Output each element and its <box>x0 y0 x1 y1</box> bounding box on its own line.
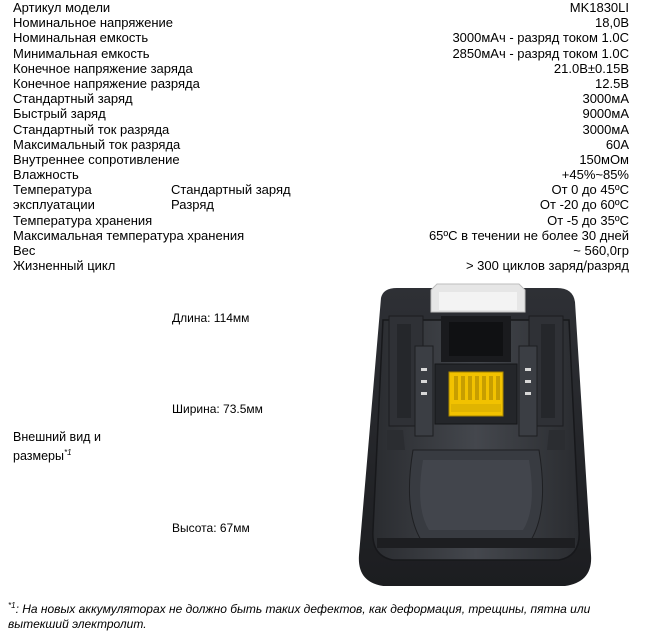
spec-row <box>13 228 629 243</box>
spec-label: Влажность <box>13 167 79 183</box>
spec-sublabel: Стандартный заряд <box>171 182 291 198</box>
spec-value: 150мОм <box>579 151 629 167</box>
spec-value: От -5 до 35ºС <box>547 212 629 228</box>
spec-row <box>13 137 629 152</box>
spec-label: Номинальное напряжение <box>13 15 174 31</box>
spec-row <box>13 182 629 197</box>
spec-value: От -20 до 60ºС <box>539 197 629 213</box>
appearance-line1: Внешний вид и <box>13 430 101 444</box>
spec-label: Стандартный ток разряда <box>13 121 170 137</box>
spec-label: Быстрый заряд <box>13 106 106 122</box>
spec-row <box>13 91 629 106</box>
spec-row <box>13 30 629 45</box>
spec-row <box>13 197 629 212</box>
spec-row <box>13 106 629 121</box>
footnote-mark: *1 <box>8 601 16 610</box>
spec-value: ~ 560,0гр <box>573 243 629 258</box>
spec-value: 21.0В±0.15В <box>553 60 629 76</box>
spec-label: Максимальная температура хранения <box>13 227 245 243</box>
spec-label: Стандартный заряд <box>13 91 133 107</box>
spec-label: Внутреннее сопротивление <box>13 151 180 167</box>
spec-label: Максимальный ток разряда <box>13 136 181 152</box>
footnote <box>8 598 638 632</box>
spec-row <box>13 152 629 167</box>
spec-label: Температура <box>13 182 92 198</box>
spec-label: Жизненный цикл <box>13 258 116 274</box>
spec-label: Температура хранения <box>13 212 153 228</box>
spec-label: Номинальная емкость <box>13 30 149 46</box>
spec-label: Артикул модели <box>13 0 111 15</box>
spec-value: 9000мА <box>582 106 629 122</box>
spec-label: Конечное напряжение заряда <box>13 60 193 76</box>
spec-value: 65ºС в течении не более 30 дней <box>428 227 629 243</box>
appearance-label <box>13 429 101 464</box>
footnote-text: : На новых аккумуляторах не должно быть таких дефектов, как деформация, трещины, пятна или вытекший электролит. <box>8 602 591 631</box>
spec-value: MK1830LI <box>569 0 629 15</box>
spec-value: 3000мАч - разряд током 1.0C <box>452 30 629 46</box>
spec-value: +45%~85% <box>561 167 629 183</box>
appearance-line2: размеры <box>13 449 64 464</box>
spec-row <box>13 122 629 137</box>
spec-label: эксплуатации <box>13 197 95 213</box>
spec-row <box>13 243 629 258</box>
spec-value: 3000мА <box>582 91 629 107</box>
spec-row <box>13 61 629 76</box>
spec-sublabel: Разряд <box>171 197 214 213</box>
spec-label: Вес <box>13 243 36 258</box>
dimension-width: Ширина: 73.5мм <box>172 402 263 416</box>
spec-row <box>13 76 629 91</box>
dimension-length: Длина: 114мм <box>172 311 250 325</box>
spec-label: Минимальная емкость <box>13 45 150 61</box>
spec-row <box>13 213 629 228</box>
spec-value: 2850мАч - разряд током 1.0C <box>452 45 629 61</box>
spec-value: > 300 циклов заряд/разряд <box>465 258 629 274</box>
spec-row <box>13 46 629 61</box>
appearance-footnote-mark: *1 <box>63 448 72 457</box>
dimension-height: Высота: 67мм <box>172 521 250 535</box>
spec-row <box>13 258 629 273</box>
spec-row <box>13 0 629 15</box>
spec-value: 18,0В <box>595 15 629 31</box>
spec-value: От 0 до 45ºС <box>551 182 629 198</box>
spec-row <box>13 15 629 30</box>
spec-label: Конечное напряжение разряда <box>13 75 200 91</box>
spec-row <box>13 167 629 182</box>
spec-value: 12.5В <box>595 75 629 91</box>
battery-photo-icon <box>353 280 599 597</box>
spec-table <box>13 0 629 273</box>
spec-value: 3000мА <box>582 121 629 137</box>
spec-value: 60А <box>605 136 629 152</box>
